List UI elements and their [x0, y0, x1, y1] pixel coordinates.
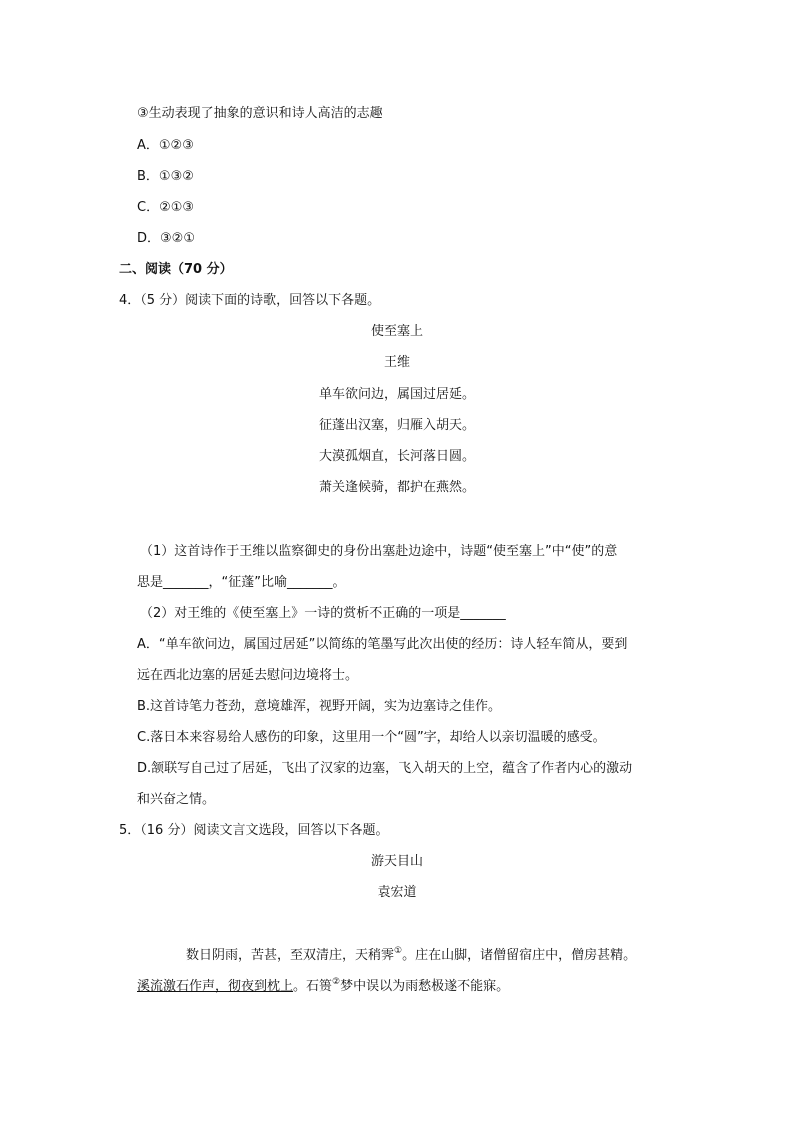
question4-sub2-option-d-line1: D.颔联写自己过了居延，飞出了汉家的边塞，飞入胡天的上空，蕴含了作者内心的激动 [137, 761, 633, 776]
passage-title: 游天目山 [370, 854, 423, 869]
question3-option-c: C．②①③ [137, 200, 195, 215]
underlined-sentence: 溪流激石作声，彻夜到枕上 [137, 979, 294, 994]
poem-title: 使至塞上 [370, 324, 423, 339]
question3-option-d: D．③②① [137, 231, 195, 246]
question4-sub2-option-d-line2: 和兴奋之情。 [137, 792, 216, 807]
passage-line-1 [186, 947, 636, 965]
question4-prompt: 4．（5 分）阅读下面的诗歌，回答以下各题。 [119, 293, 381, 308]
passage-author: 袁宏道 [377, 885, 417, 900]
question3-option-b: B．①③② [137, 169, 194, 184]
question4-sub2-option-a-line1: A．“单车欲问边，属国过居延”以简练的笔墨写此次出使的经历：诗人轻车简从，要到 [137, 637, 628, 652]
footnote-marker-1: ① [394, 946, 403, 956]
question4-sub2-option-a-line2: 远在西北边塞的居延去慰问边境将士。 [137, 668, 359, 683]
passage-text: 。石篑 [293, 979, 333, 994]
question5-prompt: 5．（16 分）阅读文言文选段，回答以下各题。 [119, 823, 389, 838]
question4-sub2-option-b: B.这首诗笔力苍劲，意境雄浑，视野开阔，实为边塞诗之佳作。 [137, 699, 502, 714]
poem-line-1: 单车欲问边，属国过居延。 [318, 387, 475, 402]
passage-text: 。庄在山脚，诸僧留宿庄中，僧房甚精。 [402, 948, 637, 963]
passage-text: 梦中误以为雨愁极遂不能寐。 [340, 979, 510, 994]
question4-sub2-option-c: C.落日本来容易给人感伤的印象，这里用一个“圆”字，却给人以亲切温暖的感受。 [137, 730, 606, 745]
passage-line-2 [137, 978, 509, 996]
poem-author: 王维 [383, 355, 410, 370]
question3-statement-3: ③生动表现了抽象的意识和诗人高洁的志趣 [137, 106, 383, 121]
question4-sub2-stem: （2）对王维的《使至塞上》一诗的赏析不正确的一项是_______ [140, 606, 506, 621]
poem-line-4: 萧关逢候骑，都护在燕然。 [318, 480, 475, 495]
question3-option-a: A．①②③ [137, 138, 194, 153]
passage-text: 数日阴雨，苦甚，至双清庄，天稍霁 [186, 948, 395, 963]
section-heading: 二、阅读（70 分） [119, 262, 233, 277]
poem-line-2: 征蓬出汉塞，归雁入胡天。 [318, 418, 475, 433]
poem-line-3: 大漠孤烟直，长河落日圆。 [318, 449, 475, 464]
question4-sub1-line1: （1）这首诗作于王维以监察御史的身份出塞赴边途中，诗题“使至塞上”中“使”的意 [140, 544, 618, 559]
question4-sub1-line2: 思是_______，“征蓬”比喻_______。 [137, 575, 346, 590]
footnote-marker-2: ② [332, 977, 341, 987]
